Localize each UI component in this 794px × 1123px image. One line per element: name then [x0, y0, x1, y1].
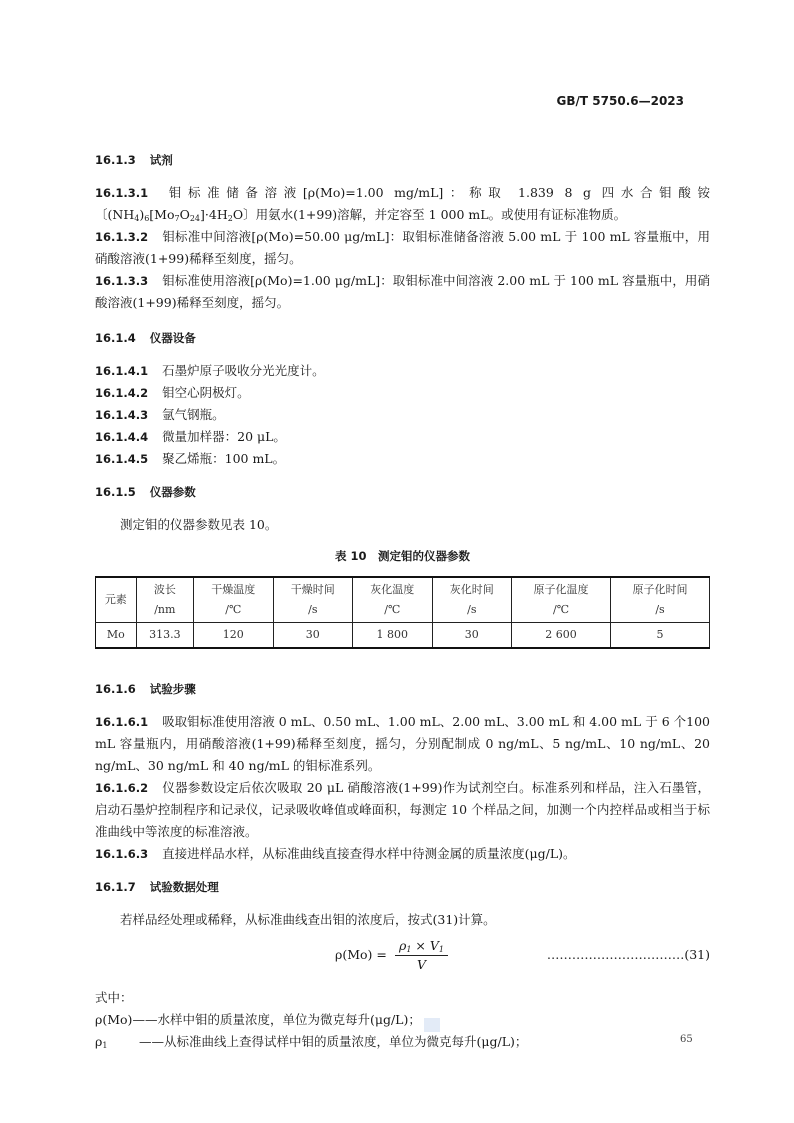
cell: 1 800 [353, 623, 433, 649]
text: O〕用氨水(1+99)溶解，并定容至 1 000 mL。或使用有证标准物质。 [232, 207, 627, 222]
definition: ρ(Mo)——水样中钼的质量浓度，单位为微克每升(μg/L)； [95, 1012, 421, 1027]
section-number: 16.1.4 [95, 331, 136, 345]
section-title: 试验数据处理 [149, 880, 219, 894]
section-number: 16.1.7 [95, 880, 136, 894]
where-label: 式中： [95, 990, 133, 1005]
header-cell: 元素 [96, 577, 137, 623]
equipment-item [95, 360, 710, 382]
equipment-item [95, 404, 710, 426]
page-number: 65 [680, 1034, 693, 1045]
section-title: 试验步骤 [149, 682, 196, 696]
cell: 120 [194, 623, 274, 649]
text: [Mo [149, 207, 175, 222]
instrument-parameters-table [95, 576, 710, 649]
section-heading-16-1-3 [95, 150, 710, 170]
text: ) [139, 207, 145, 222]
equipment-item [95, 426, 710, 448]
text: 微量加样器：20 μL。 [162, 429, 286, 444]
definition: $\rho_1$ ——从标准曲线上查得试样中钼的质量浓度，单位为微克每升(μg/L)； [95, 1034, 528, 1050]
equipment-item [95, 448, 710, 470]
header-cell: 灰化温度 /℃ [353, 577, 433, 623]
document-body [95, 140, 710, 1053]
header-cell: 灰化时间 /s [432, 577, 512, 623]
section-heading-16-1-4 [95, 328, 710, 348]
clause-number: 16.1.4.3 [95, 408, 149, 422]
header-cell: 原子化时间 /s [610, 577, 709, 623]
table-row [96, 623, 710, 649]
paragraph-16-1-3-2 [95, 226, 710, 270]
clause-number: 16.1.4.4 [95, 430, 149, 444]
section-title: 仪器设备 [149, 331, 196, 345]
table-title: 表 10 测定钼的仪器参数 [334, 549, 470, 563]
text: ]·4H [200, 207, 228, 222]
section-number: 16.1.6 [95, 682, 136, 696]
clause-number: 16.1.3.1 [95, 186, 149, 200]
text: 仪器参数设定后依次吸取 20 μL 硝酸溶液(1+99)作为试剂空白。标准系列和样品，注入石墨管，启动石墨炉控制程序和记录仪，记录吸收峰值或峰面积，每测定 10 个样品之间，加测一个内控样品或相当于标准曲线中等浓度的标准溶液。 [95, 780, 710, 839]
header-cell: 原子化温度 /℃ [512, 577, 611, 623]
table-header-row [96, 577, 710, 623]
paragraph-16-1-6-2 [95, 777, 710, 843]
denominator: V [416, 957, 427, 972]
text: 氩气钢瓶。 [162, 407, 225, 422]
clause-number: 16.1.6.1 [95, 715, 149, 729]
clause-number: 16.1.6.3 [95, 847, 149, 861]
standard-header: GB/T 5750.6—2023 [556, 94, 684, 108]
formula-fraction [395, 937, 448, 974]
clause-number: 16.1.4.1 [95, 364, 149, 378]
paragraph-16-1-7: 若样品经处理或稀释，从标准曲线查出钼的浓度后，按式(31)计算。 [120, 912, 496, 927]
text: 钼标准储备溶液[ρ(Mo)=1.00 mg/mL]：称取 1.839 8 g 四水合钼酸铵〔(NH [95, 185, 710, 222]
section-number: 16.1.5 [95, 485, 136, 499]
cell: 313.3 [136, 623, 193, 649]
cell: 2 600 [512, 623, 611, 649]
subscript: 6 [144, 214, 150, 223]
section-heading-16-1-5 [95, 482, 710, 502]
text: 钼标准使用溶液[ρ(Mo)=1.00 μg/mL]：取钼标准中间溶液 2.00 mL 于 100 mL 容量瓶中，用硝酸溶液(1+99)稀释至刻度，摇匀。 [95, 273, 710, 310]
clause-number: 16.1.3.3 [95, 274, 149, 288]
paragraph-16-1-5: 测定钼的仪器参数见表 10。 [120, 517, 278, 532]
text: 直接进样品水样，从标准曲线直接查得水样中待测金属的质量浓度(μg/L)。 [162, 846, 576, 861]
text: 吸取钼标准使用溶液 0 mL、0.50 mL、1.00 mL、2.00 mL、3.00 mL 和 4.00 mL 于 6 个100 mL 容量瓶内，用硝酸溶液(1+99)稀释至刻度，摇匀，分别配制成 0 ng/mL、5 ng/mL、10 ng/mL、20 ng/mL、30 ng/mL 和 40 ng/mL 的钼标准系列。 [95, 714, 710, 773]
cell: 30 [432, 623, 512, 649]
numerator: $\rho_1 \times V_1$ [395, 937, 448, 956]
cell: Mo [96, 623, 137, 649]
section-number: 16.1.3 [95, 153, 136, 167]
text: 钼空心阴极灯。 [162, 385, 250, 400]
text: 聚乙烯瓶：100 mL。 [162, 451, 286, 466]
text: O [179, 207, 190, 222]
text: 石墨炉原子吸收分光光度计。 [162, 363, 325, 378]
formula-31 [95, 937, 710, 981]
clause-number: 16.1.3.2 [95, 230, 149, 244]
clause-number: 16.1.4.2 [95, 386, 149, 400]
cell: 5 [610, 623, 709, 649]
section-title: 试剂 [149, 153, 173, 167]
watermark-mark [424, 1018, 440, 1032]
clause-number: 16.1.4.5 [95, 452, 149, 466]
text: 钼标准中间溶液[ρ(Mo)=50.00 μg/mL]：取钼标准储备溶液 5.00 mL 于 100 mL 容量瓶中，用硝酸溶液(1+99)稀释至刻度，摇匀。 [95, 229, 710, 266]
section-title: 仪器参数 [149, 485, 196, 499]
header-cell: 干燥温度 /℃ [194, 577, 274, 623]
clause-number: 16.1.6.2 [95, 781, 149, 795]
equipment-item [95, 382, 710, 404]
formula-lhs: ρ(Mo) = [335, 947, 387, 962]
section-heading-16-1-7 [95, 877, 710, 897]
header-cell: 干燥时间 /s [273, 577, 353, 623]
header-cell: 波长 /nm [136, 577, 193, 623]
subscript: 2 [227, 214, 233, 223]
cell: 30 [273, 623, 353, 649]
subscript: 24 [189, 214, 201, 223]
paragraph-16-1-3-3 [95, 270, 710, 314]
paragraph-16-1-6-1 [95, 711, 710, 777]
subscript: 7 [174, 214, 180, 223]
section-heading-16-1-6 [95, 679, 710, 699]
paragraph-16-1-6-3 [95, 843, 710, 865]
equation-number: ……………………………(31) [546, 947, 710, 962]
paragraph-16-1-3-1 [95, 182, 710, 226]
subscript: 4 [134, 214, 140, 223]
